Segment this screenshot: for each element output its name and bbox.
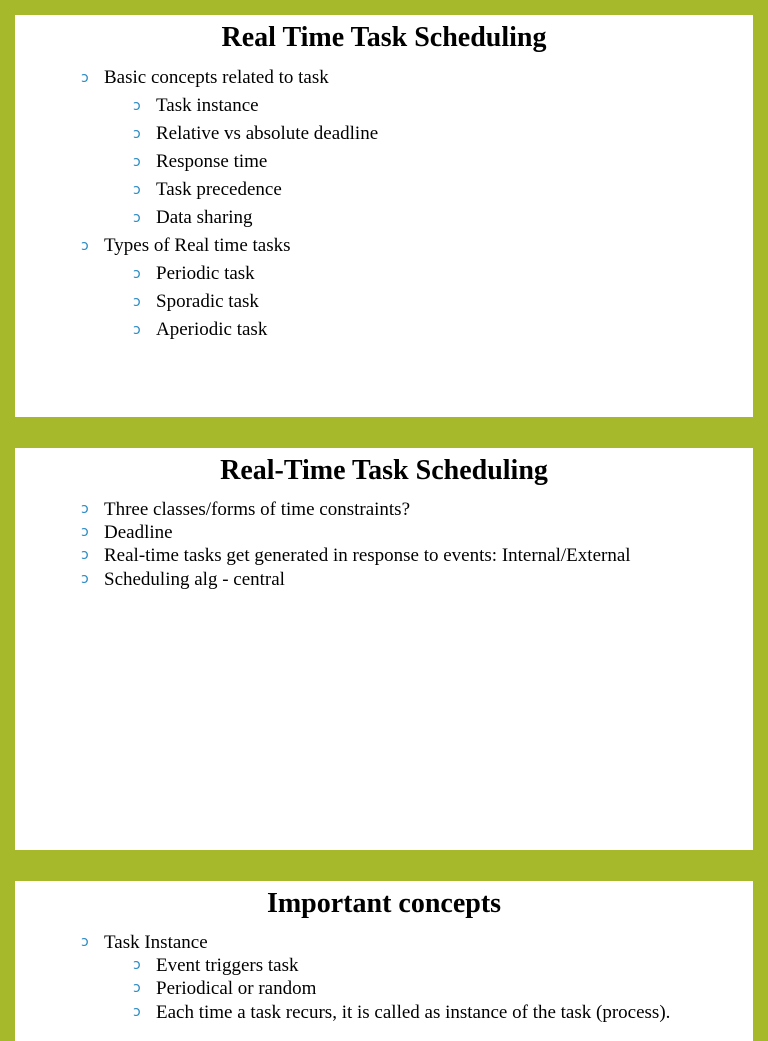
sub-list-item-text: Task instance [156, 95, 259, 116]
sub-list-item [133, 92, 743, 120]
list-item-text: Task Instance [104, 932, 208, 953]
sub-list-item-text: Event triggers task [156, 955, 299, 977]
list-item [81, 568, 743, 591]
bullet-icon: ɔ [81, 547, 89, 564]
sub-list-item-text: Each time a task recurs, it is called as instance of the task (process). [156, 1001, 671, 1023]
slide-title: Real-Time Task Scheduling [220, 455, 548, 486]
bullet-icon: ɔ [133, 266, 141, 282]
sub-list-item [133, 204, 743, 232]
list-item-text: Deadline [104, 522, 173, 544]
sub-list-item-text: Periodical or random [156, 978, 317, 1000]
sub-list-item [133, 954, 743, 977]
bullet-icon: ɔ [133, 957, 141, 974]
slide-2 [15, 448, 753, 850]
bullet-icon: ɔ [81, 524, 89, 541]
list-item [81, 931, 743, 1024]
sub-list-item [133, 977, 743, 1000]
sub-list-item [133, 288, 743, 316]
bullet-icon: ɔ [81, 238, 89, 254]
bullet-icon: ɔ [133, 98, 141, 114]
bullet-list [81, 498, 743, 591]
list-item [81, 521, 743, 544]
list-item-text: Real-time tasks get generated in response to events: Internal/External [104, 545, 631, 567]
bullet-icon: ɔ [81, 501, 89, 517]
bullet-icon: ɔ [81, 570, 89, 587]
sub-list-item [133, 316, 743, 344]
sub-list-item-text: Sporadic task [156, 291, 259, 312]
bullet-icon: ɔ [81, 934, 89, 950]
list-item-text: Basic concepts related to task [104, 67, 329, 88]
sub-list-item-text: Relative vs absolute deadline [156, 123, 379, 144]
sub-list-item [133, 176, 743, 204]
bullet-icon: ɔ [133, 294, 141, 310]
bullet-icon: ɔ [133, 210, 141, 226]
sub-list-item [133, 148, 743, 176]
sub-list-item-text: Data sharing [156, 207, 253, 228]
sub-list [104, 92, 743, 232]
list-item-text: Types of Real time tasks [104, 235, 291, 256]
bullet-icon: ɔ [81, 70, 89, 86]
slide-title: Real Time Task Scheduling [221, 22, 547, 53]
bullet-icon: ɔ [133, 980, 141, 997]
list-item [81, 232, 743, 344]
sub-list-item-text: Aperiodic task [156, 319, 268, 340]
sub-list-item-text: Task precedence [156, 179, 282, 200]
sub-list-item [133, 260, 743, 288]
slide-3 [15, 881, 753, 1041]
bullet-icon: ɔ [133, 1003, 141, 1020]
slide-1 [15, 15, 753, 417]
sub-list-item [133, 120, 743, 148]
bullet-icon: ɔ [133, 154, 141, 170]
slide-title: Important concepts [266, 888, 502, 919]
sub-list [104, 260, 743, 344]
bullet-icon: ɔ [133, 126, 141, 142]
bullet-list [81, 931, 743, 1024]
list-item [81, 64, 743, 232]
bullet-list [81, 64, 743, 344]
list-item [81, 544, 743, 567]
sub-list-item [133, 1001, 743, 1024]
sub-list-item-text: Periodic task [156, 263, 255, 284]
sub-list-item-text: Response time [156, 151, 268, 172]
sub-list [104, 954, 743, 1024]
bullet-icon: ɔ [133, 182, 141, 198]
list-item-text: Scheduling alg - central [104, 568, 285, 590]
list-item-text: Three classes/forms of time constraints? [104, 499, 411, 520]
bullet-icon: ɔ [133, 322, 141, 338]
list-item [81, 498, 743, 521]
